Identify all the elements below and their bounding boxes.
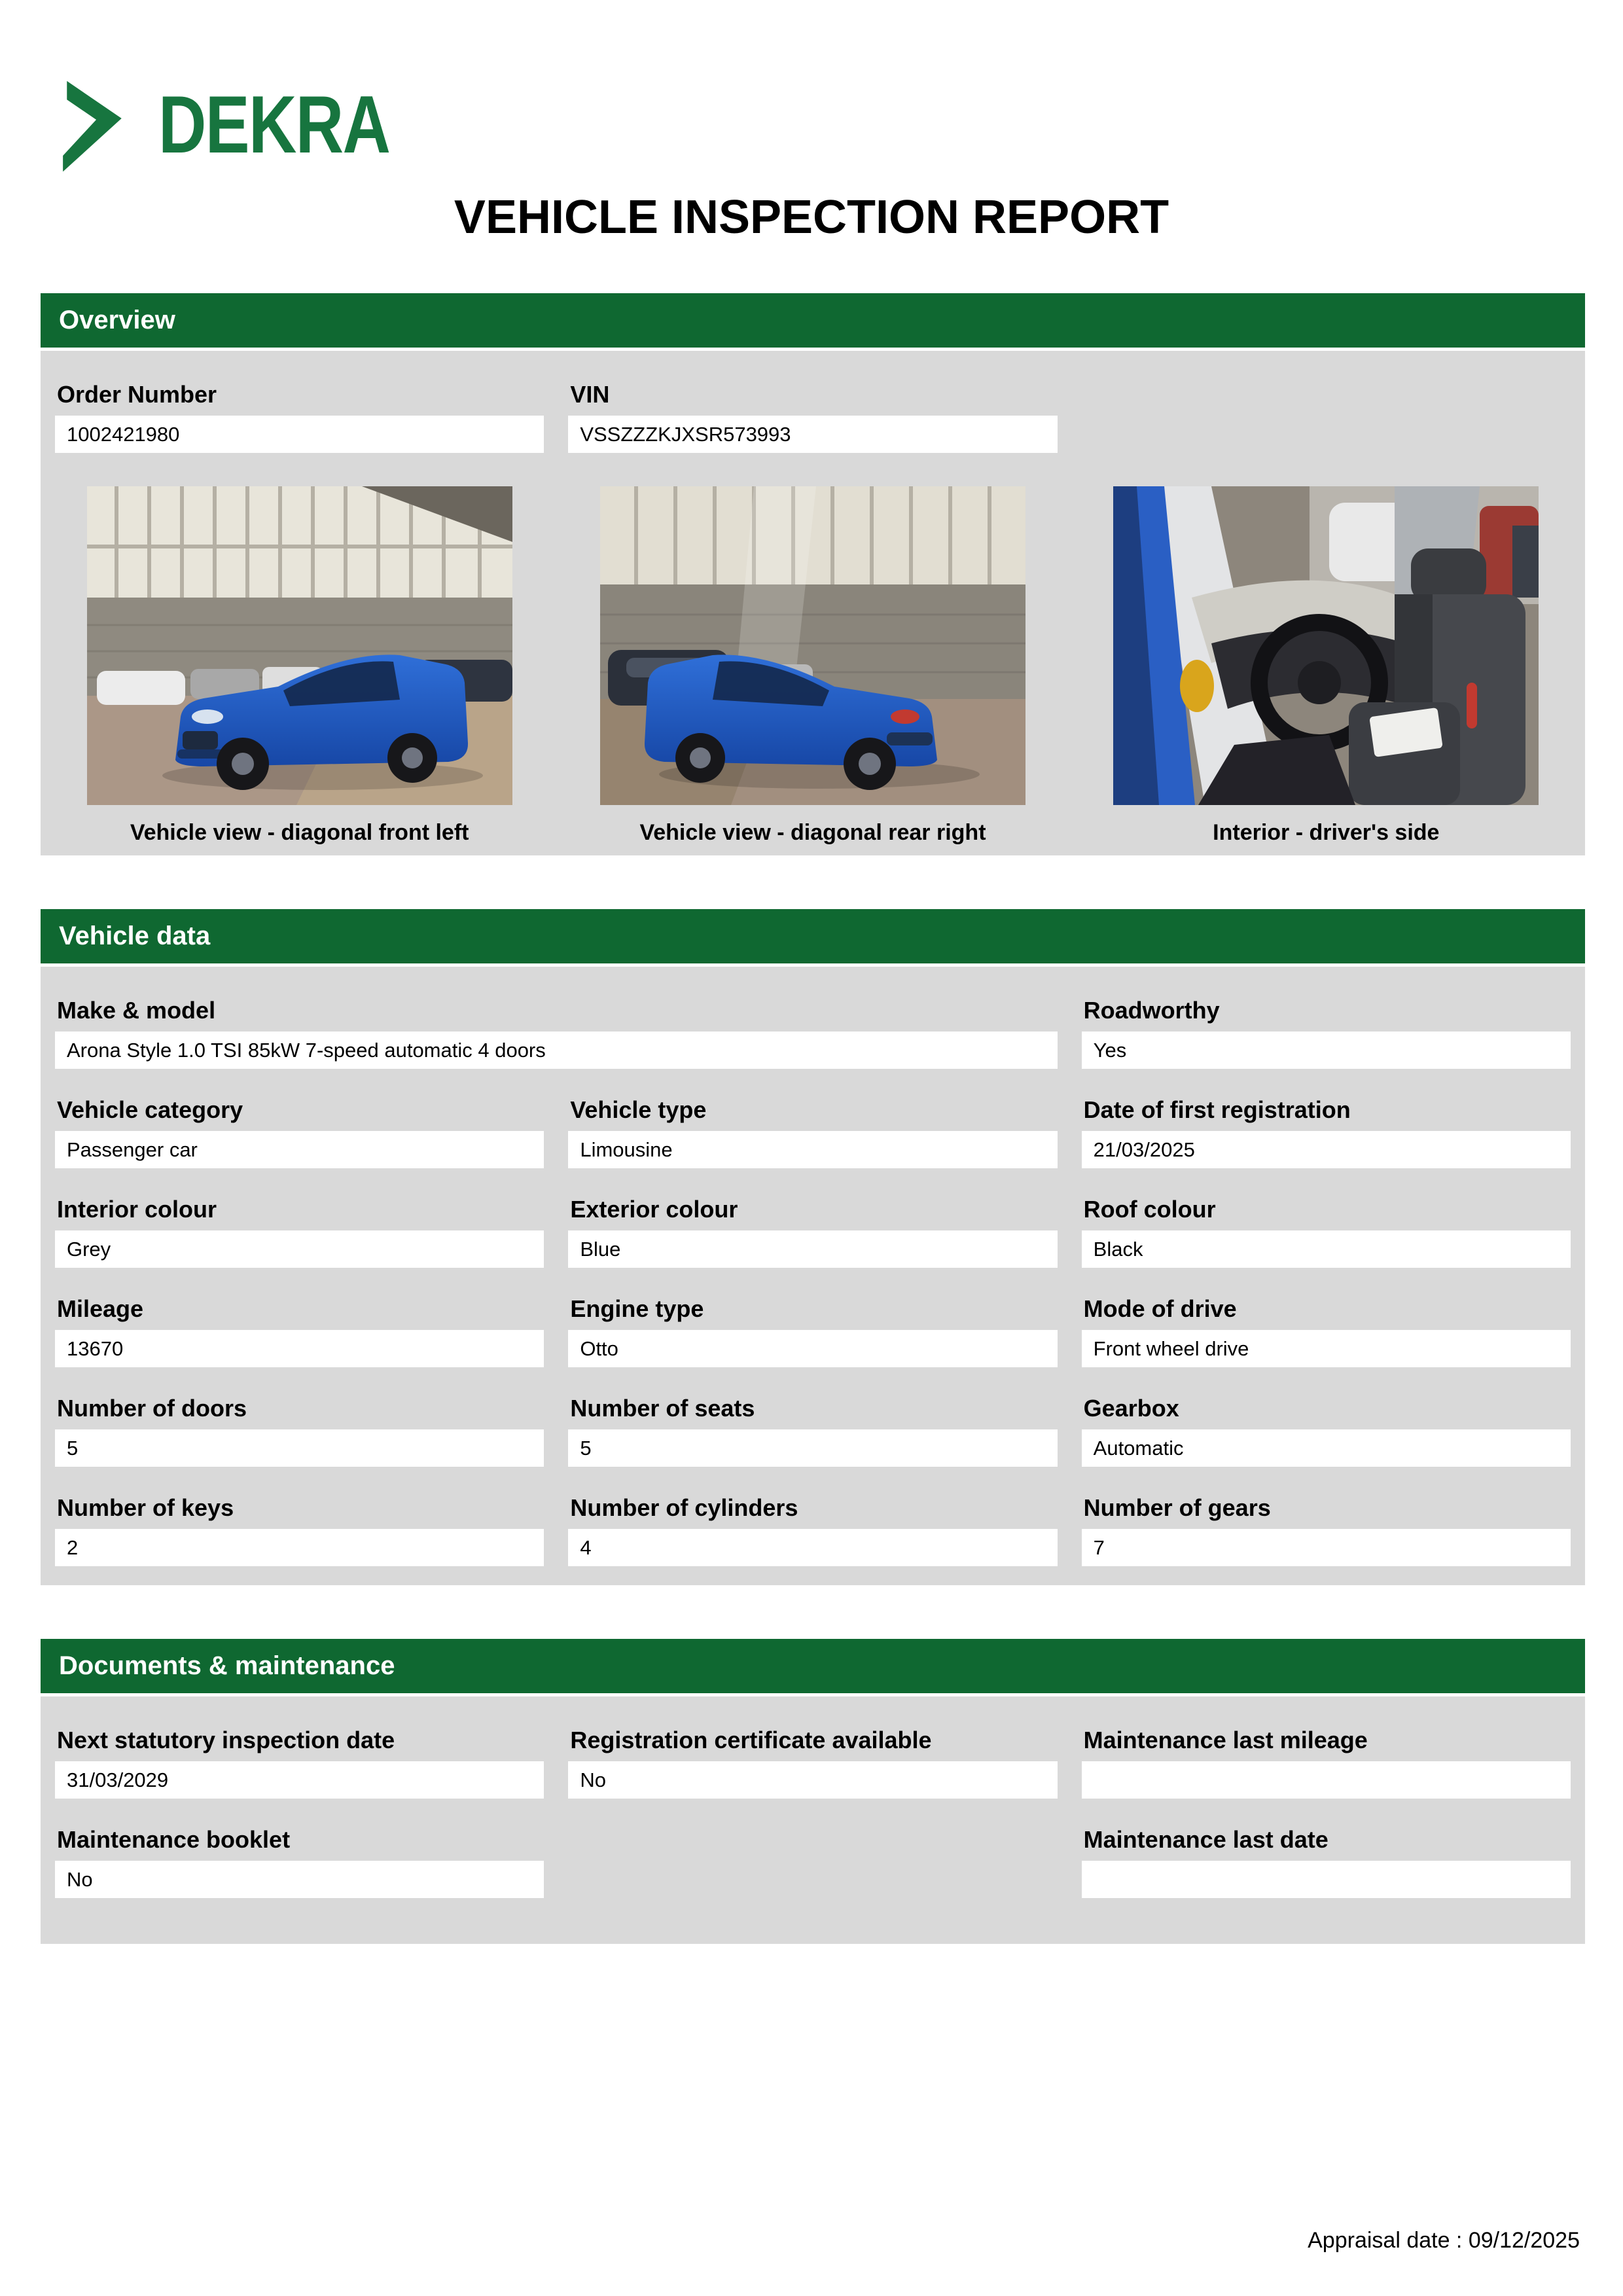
section-overview	[41, 293, 1585, 855]
section-title: Overview	[59, 306, 175, 334]
field-roof-colour	[1082, 1197, 1571, 1268]
documents-panel	[41, 1696, 1585, 1944]
field-mode-of-drive-label: Mode of drive	[1083, 1295, 1237, 1322]
field-vehicle-type	[568, 1098, 1057, 1168]
field-gearbox-value: Automatic	[1082, 1429, 1571, 1467]
field-interior-colour	[55, 1197, 544, 1268]
photo-interior-caption: Interior - driver's side	[1213, 820, 1440, 845]
field-registration-certificate-label: Registration certificate available	[570, 1727, 932, 1753]
field-number-of-seats-label: Number of seats	[570, 1395, 755, 1422]
field-gearbox-label: Gearbox	[1083, 1395, 1179, 1422]
field-number-of-cylinders-value: 4	[568, 1529, 1057, 1566]
field-number-of-cylinders-label: Number of cylinders	[570, 1494, 798, 1521]
field-number-of-doors	[55, 1396, 544, 1467]
field-vehicle-type-label: Vehicle type	[570, 1096, 707, 1123]
photo-interior-image	[1113, 486, 1539, 805]
field-exterior-colour-label: Exterior colour	[570, 1196, 738, 1223]
report-title: VEHICLE INSPECTION REPORT	[454, 191, 1169, 243]
field-interior-colour-value: Grey	[55, 1230, 544, 1268]
field-engine-type-value: Otto	[568, 1330, 1057, 1367]
field-vin-label: VIN	[570, 381, 610, 408]
field-order-number-label: Order Number	[57, 381, 217, 408]
section-header-documents	[41, 1639, 1585, 1693]
field-registration-certificate	[568, 1728, 1057, 1799]
field-exterior-colour-value: Blue	[568, 1230, 1057, 1268]
field-number-of-keys-value: 2	[55, 1529, 544, 1566]
field-number-of-doors-label: Number of doors	[57, 1395, 247, 1422]
field-first-registration-label: Date of first registration	[1083, 1096, 1351, 1123]
field-mileage-value: 13670	[55, 1330, 544, 1367]
field-engine-type-label: Engine type	[570, 1295, 704, 1322]
field-registration-certificate-value: No	[568, 1761, 1057, 1799]
section-title: Vehicle data	[59, 922, 211, 950]
dekra-logo-text: DEKRA	[158, 80, 390, 170]
field-vehicle-category	[55, 1098, 544, 1168]
field-maintenance-last-date	[1082, 1827, 1571, 1898]
section-header-overview	[41, 293, 1585, 348]
field-number-of-seats	[568, 1396, 1057, 1467]
field-roof-colour-value: Black	[1082, 1230, 1571, 1268]
field-maintenance-booklet-value: No	[55, 1861, 544, 1898]
field-order-number-value: 1002421980	[55, 416, 544, 453]
field-roadworthy-value: Yes	[1082, 1031, 1571, 1069]
field-number-of-gears	[1082, 1496, 1571, 1566]
field-maintenance-last-date-label: Maintenance last date	[1083, 1826, 1329, 1853]
field-exterior-colour	[568, 1197, 1057, 1268]
field-vehicle-category-value: Passenger car	[55, 1131, 544, 1168]
field-roadworthy	[1082, 998, 1571, 1069]
field-next-inspection-date-label: Next statutory inspection date	[57, 1727, 395, 1753]
field-mode-of-drive	[1082, 1297, 1571, 1367]
field-vehicle-category-label: Vehicle category	[57, 1096, 243, 1123]
field-mileage-label: Mileage	[57, 1295, 144, 1322]
photo-rear-right	[600, 486, 1026, 845]
field-roof-colour-label: Roof colour	[1083, 1196, 1216, 1223]
field-maintenance-last-mileage-label: Maintenance last mileage	[1083, 1727, 1368, 1753]
field-maintenance-booklet	[55, 1827, 544, 1898]
field-engine-type	[568, 1297, 1057, 1367]
field-interior-colour-label: Interior colour	[57, 1196, 217, 1223]
vehicle-data-panel	[41, 967, 1585, 1585]
field-mode-of-drive-value: Front wheel drive	[1082, 1330, 1571, 1367]
field-number-of-keys-label: Number of keys	[57, 1494, 234, 1521]
field-next-inspection-date	[55, 1728, 544, 1799]
field-make-model	[55, 998, 1058, 1069]
field-number-of-cylinders	[568, 1496, 1057, 1566]
overview-panel	[41, 351, 1585, 855]
report-body	[41, 293, 1585, 1998]
section-vehicle-data	[41, 909, 1585, 1585]
photo-front-left	[87, 486, 512, 845]
field-maintenance-last-mileage	[1082, 1728, 1571, 1799]
field-number-of-seats-value: 5	[568, 1429, 1057, 1467]
field-vin-value: VSSZZZKJXSR573993	[568, 416, 1057, 453]
field-next-inspection-date-value: 31/03/2029	[55, 1761, 544, 1799]
dekra-logo	[58, 77, 440, 173]
field-maintenance-booklet-label: Maintenance booklet	[57, 1826, 291, 1853]
appraisal-date: Appraisal date : 09/12/2025	[1308, 2228, 1580, 2253]
field-number-of-keys	[55, 1496, 544, 1566]
field-vehicle-type-value: Limousine	[568, 1131, 1057, 1168]
field-mileage	[55, 1297, 544, 1367]
photo-front-left-caption: Vehicle view - diagonal front left	[130, 820, 469, 845]
vehicle-photos	[55, 486, 1571, 845]
photo-rear-right-caption: Vehicle view - diagonal rear right	[639, 820, 986, 845]
field-number-of-doors-value: 5	[55, 1429, 544, 1467]
photo-front-left-image	[87, 486, 512, 805]
photo-rear-right-image	[600, 486, 1026, 805]
field-first-registration	[1082, 1098, 1571, 1168]
field-vin	[568, 382, 1057, 453]
section-documents-maintenance	[41, 1639, 1585, 1944]
field-gearbox	[1082, 1396, 1571, 1467]
section-title: Documents & maintenance	[59, 1651, 395, 1680]
dekra-chevron-icon	[58, 77, 131, 173]
field-maintenance-last-mileage-value	[1082, 1761, 1571, 1799]
photo-interior	[1113, 486, 1539, 845]
field-number-of-gears-label: Number of gears	[1083, 1494, 1271, 1521]
field-make-model-label: Make & model	[57, 997, 216, 1024]
field-make-model-value: Arona Style 1.0 TSI 85kW 7-speed automatic 4 doors	[55, 1031, 1058, 1069]
field-maintenance-last-date-value	[1082, 1861, 1571, 1898]
field-first-registration-value: 21/03/2025	[1082, 1131, 1571, 1168]
field-order-number	[55, 382, 544, 453]
field-roadworthy-label: Roadworthy	[1083, 997, 1220, 1024]
field-number-of-gears-value: 7	[1082, 1529, 1571, 1566]
section-header-vehicle-data	[41, 909, 1585, 963]
